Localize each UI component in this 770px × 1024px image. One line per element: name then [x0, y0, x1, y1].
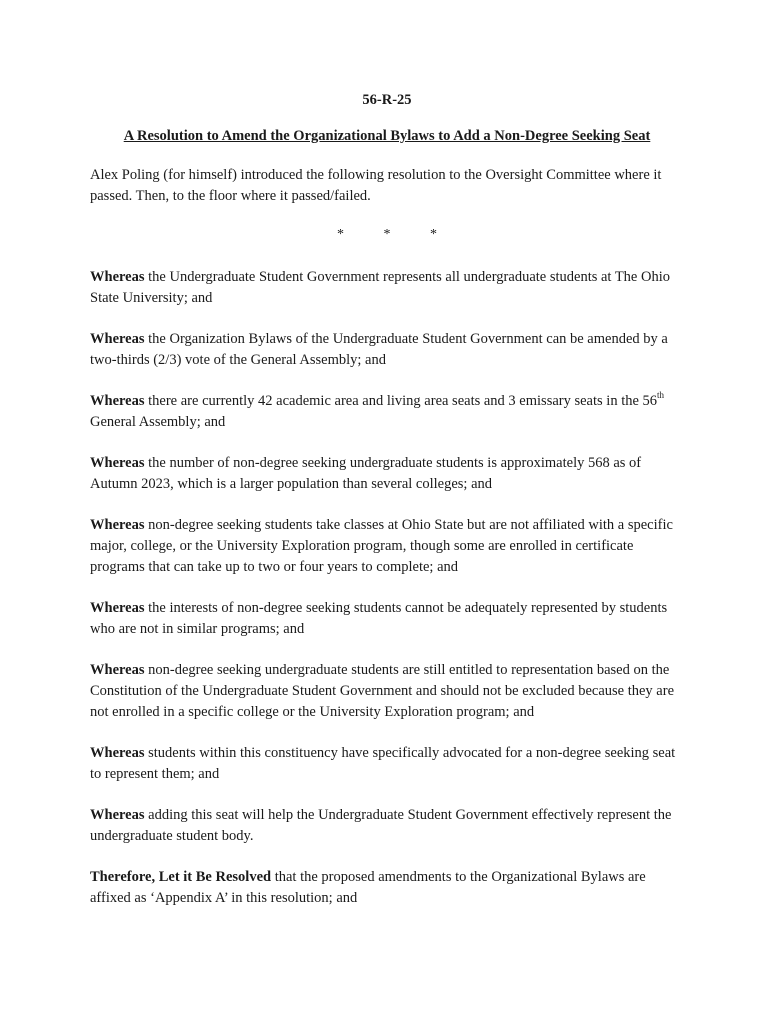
whereas-clause — [90, 805, 684, 847]
clause-text: adding this seat will help the Undergraduate Student Government effectively represent the undergraduate student body. — [90, 807, 672, 844]
introduction-paragraph: Alex Poling (for himself) introduced the following resolution to the Oversight Committee where it passed. Then, to the floor where it passed/failed. — [90, 167, 662, 204]
clause-lead: Whereas — [90, 600, 145, 616]
clause-text: that the proposed amendments to the Organizational Bylaws are affixed as ‘Appendix A’ in this resolution; and — [90, 869, 646, 906]
resolution-number: 56-R-25 — [362, 92, 412, 108]
resolution-title: A Resolution to Amend the Organizational Bylaws to Add a Non-Degree Seeking Seat — [123, 128, 651, 144]
clauses-list — [90, 267, 684, 929]
resolved-clause — [90, 867, 684, 909]
clause-lead: Whereas — [90, 455, 145, 471]
clause-text: non-degree seeking students take classes at Ohio State but are not affiliated with a specific major, college, or the University Exploration program, though some are enrolled in certificate programs that can take up to two or four years to complete; and — [90, 517, 673, 575]
whereas-clause — [90, 329, 684, 371]
clause-text: the interests of non-degree seeking students cannot be adequately represented by students who are not in similar programs; and — [90, 600, 668, 637]
clause-text: the Undergraduate Student Government represents all undergraduate students at The Ohio State University; and — [90, 269, 670, 306]
clause-superscript: th — [657, 390, 665, 401]
clause-lead: Whereas — [90, 517, 145, 533]
whereas-clause — [90, 391, 684, 433]
clause-lead: Whereas — [90, 745, 145, 761]
clause-lead: Therefore, Let it Be Resolved — [90, 869, 272, 885]
clause-lead: Whereas — [90, 807, 145, 823]
clause-text: non-degree seeking undergraduate students are still entitled to representation based on the Constitution of the Undergraduate Student Government and should not be excluded because they are not enrolled in a specific college or the University Exploration program; and — [90, 662, 675, 720]
clause-lead: Whereas — [90, 393, 145, 409]
clause-lead: Whereas — [90, 269, 145, 285]
separator-star: * — [337, 227, 344, 242]
clause-text: students within this constituency have specifically advocated for a non-degree seeking seat to represent them; and — [90, 745, 676, 782]
clause-lead: Whereas — [90, 331, 145, 347]
whereas-clause — [90, 743, 684, 785]
section-separator — [90, 227, 684, 243]
clause-lead: Whereas — [90, 662, 145, 678]
separator-star: * — [383, 227, 391, 242]
whereas-clause — [90, 660, 684, 723]
clause-text: the number of non-degree seeking undergraduate students is approximately 568 as of Autumn 2023, which is a larger population than several colleges; and — [90, 455, 642, 492]
whereas-clause — [90, 598, 684, 640]
separator-star: * — [430, 227, 437, 242]
whereas-clause — [90, 453, 684, 495]
whereas-clause — [90, 267, 684, 309]
whereas-clause — [90, 515, 684, 578]
clause-text-after: General Assembly; and — [90, 414, 226, 430]
clause-text: the Organization Bylaws of the Undergraduate Student Government can be amended by a two-thirds (2/3) vote of the General Assembly; and — [90, 331, 668, 368]
clause-text: there are currently 42 academic area and living area seats and 3 emissary seats in the 56 — [144, 393, 658, 409]
